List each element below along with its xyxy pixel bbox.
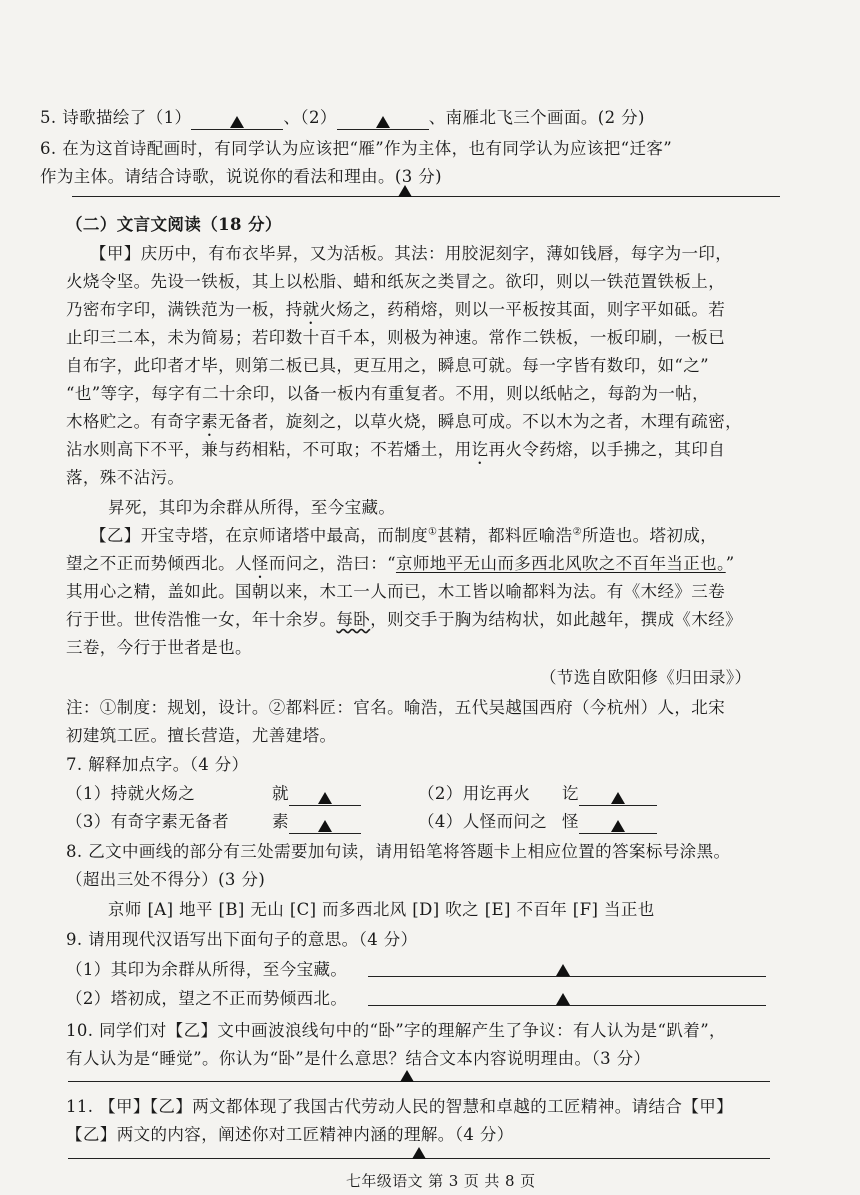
section-title: （二）文言文阅读（18 分）: [66, 215, 282, 234]
answer-blank-5-2[interactable]: [337, 111, 429, 130]
question-11-line1: 11. 【甲】【乙】两文都体现了我国古代劳动人民的智慧和卓越的工匠精神。请结合【甲】: [66, 1097, 734, 1116]
q7-item-4: （4）人怪而问之: [418, 812, 548, 831]
passage-a-line: 【甲】庆历中，有布衣毕昇，又为活板。其法：用胶泥刻字，薄如钱唇，每字为一印，: [90, 244, 733, 263]
triangle-icon: [412, 1147, 426, 1159]
q7-char-4: 怪: [562, 808, 657, 834]
passage-a-line: 止印三二本，未为简易；若印数十百千本，则极为神速。常作二铁板，一板印刷，一板已: [66, 328, 726, 347]
passage-a-line: 火烧令坚。先设一铁板，其上以松脂、蜡和纸灰之类冒之。欲印，则以一铁范置铁板上，: [66, 272, 726, 291]
passage-a-line: 沾水则高下不平，兼与药相粘，不可取；不若燔土，用讫再火令药熔，以手拂之，其印自: [66, 440, 726, 459]
passage-b-line: 其用心之精，盖如此。国朝以来，木工一人而已，木工皆以喻都料为法。有《木经》三卷: [66, 582, 726, 601]
notes-line2: 初建筑工匠。擅长营造，尤善建塔。: [66, 726, 337, 745]
q7-item-3: （3）有奇字素无备者: [66, 812, 229, 831]
question-6-line2: 作为主体。请结合诗歌，说说你的看法和理由。(3 分): [40, 167, 443, 186]
triangle-icon: [318, 820, 332, 832]
q7-char-1: 就: [272, 780, 361, 806]
triangle-icon: [230, 116, 244, 128]
page-footer: 七年级语文 第 3 页 共 8 页: [346, 1172, 536, 1190]
question-6-line1: 6. 在为这首诗配画时，有同学认为应该把“雁”作为主体，也有同学认为应该把“迁客”: [40, 139, 673, 158]
passage-a-line: “也”等字，每字有二十余印，以备一板内有重复者。不用，则以纸帖之，每韵为一帖，: [66, 384, 709, 403]
triangle-icon: [376, 116, 390, 128]
q7-item-2: （2）用讫再火: [418, 784, 531, 803]
q7-item-1: （1）持就火炀之: [66, 784, 196, 803]
passage-b-line: 【乙】开宝寺塔，在京师诸塔中最高，而制度①甚精，都料匠喻浩②所造也。塔初成，: [90, 526, 718, 545]
q9-item-2: （2）塔初成，望之不正而势倾西北。: [66, 989, 348, 1008]
answer-blank-7-3[interactable]: [289, 815, 361, 834]
answer-blank-7-2[interactable]: [579, 787, 657, 806]
triangle-icon: [611, 792, 625, 804]
question-8-line2: （超出三处不得分）(3 分): [66, 870, 266, 889]
q7-char-2: 讫: [562, 780, 657, 806]
question-7-title: 7. 解释加点字。（4 分）: [66, 755, 249, 774]
passage-a-line: 木格贮之。有奇字素无备者，旋刻之，以草火烧，瞬息可成。不以木为之者，木理有疏密，: [66, 412, 743, 431]
answer-blank-7-4[interactable]: [579, 815, 657, 834]
passage-a-line: 落，殊不沾污。: [66, 468, 185, 487]
passage-a-line: 自布字，此印者才毕，则第二板已具，更互用之，瞬息可就。每一字皆有数印，如“之”: [66, 356, 709, 375]
question-8-line1: 8. 乙文中画线的部分有三处需要加句读，请用铅笔将答题卡上相应位置的答案标号涂黑。: [66, 842, 731, 861]
answer-blank-7-1[interactable]: [289, 787, 361, 806]
answer-line-10[interactable]: [68, 1081, 770, 1082]
q9-item-1: （1）其印为余群从所得，至今宝藏。: [66, 960, 348, 979]
triangle-icon: [556, 964, 570, 976]
triangle-icon: [611, 820, 625, 832]
answer-blank-5-1[interactable]: [191, 111, 283, 130]
triangle-icon: [556, 993, 570, 1005]
notes-line1: 注：①制度：规划，设计。②都料匠：官名。喻浩，五代吴越国西府（今杭州）人，北宋: [66, 698, 726, 717]
triangle-icon: [318, 792, 332, 804]
question-5: 5. 诗歌描绘了（1） 、（2） 、南雁北飞三个画面。(2 分): [40, 104, 645, 130]
passage-a-line: 乃密布字印，满铁范为一板，持就火炀之，药稍熔，则以一平板按其面，则字平如砥。若: [66, 300, 726, 319]
question-11-line2: 【乙】两文的内容，阐述你对工匠精神内涵的理解。（4 分）: [66, 1125, 514, 1144]
triangle-icon: [398, 185, 412, 197]
q7-char-3: 素: [272, 808, 361, 834]
answer-line-9-1[interactable]: [368, 976, 766, 977]
underlined-sentence: 京师地平无山而多西北风吹之不百年当正也。: [395, 554, 726, 573]
passage-b-line: 三卷，今行于世者是也。: [66, 638, 252, 657]
question-8-options: 京师 [A] 地平 [B] 无山 [C] 而多西北风 [D] 吹之 [E] 不百年 [F] 当正也: [108, 900, 655, 919]
question-9-title: 9. 请用现代汉语写出下面句子的意思。（4 分）: [66, 930, 418, 949]
question-10-line2: 有人认为是“睡觉”。你认为“卧”是什么意思？结合文本内容说明理由。（3 分）: [66, 1049, 651, 1068]
triangle-icon: [400, 1070, 414, 1082]
answer-line-9-2[interactable]: [368, 1005, 766, 1006]
passage-b-line: 行于世。世传浩惟一女，年十余岁。每卧，则交手于胸为结构状，如此越年，撰成《木经》: [66, 610, 743, 629]
passage-b-line: 望之不正而势倾西北。人怪而问之，浩曰：“京师地平无山而多西北风吹之不百年当正也。”: [66, 554, 735, 573]
wavy-underlined-text: 每卧: [336, 610, 371, 629]
source-citation: （节选自欧阳修《归田录》）: [540, 668, 752, 687]
answer-line-6[interactable]: [72, 196, 780, 197]
passage-a-ending: 昇死，其印为余群从所得，至今宝藏。: [108, 498, 396, 517]
question-10-line1: 10. 同学们对【乙】文中画波浪线句中的“卧”字的理解产生了争议：有人认为是“趴着”，: [66, 1021, 726, 1040]
